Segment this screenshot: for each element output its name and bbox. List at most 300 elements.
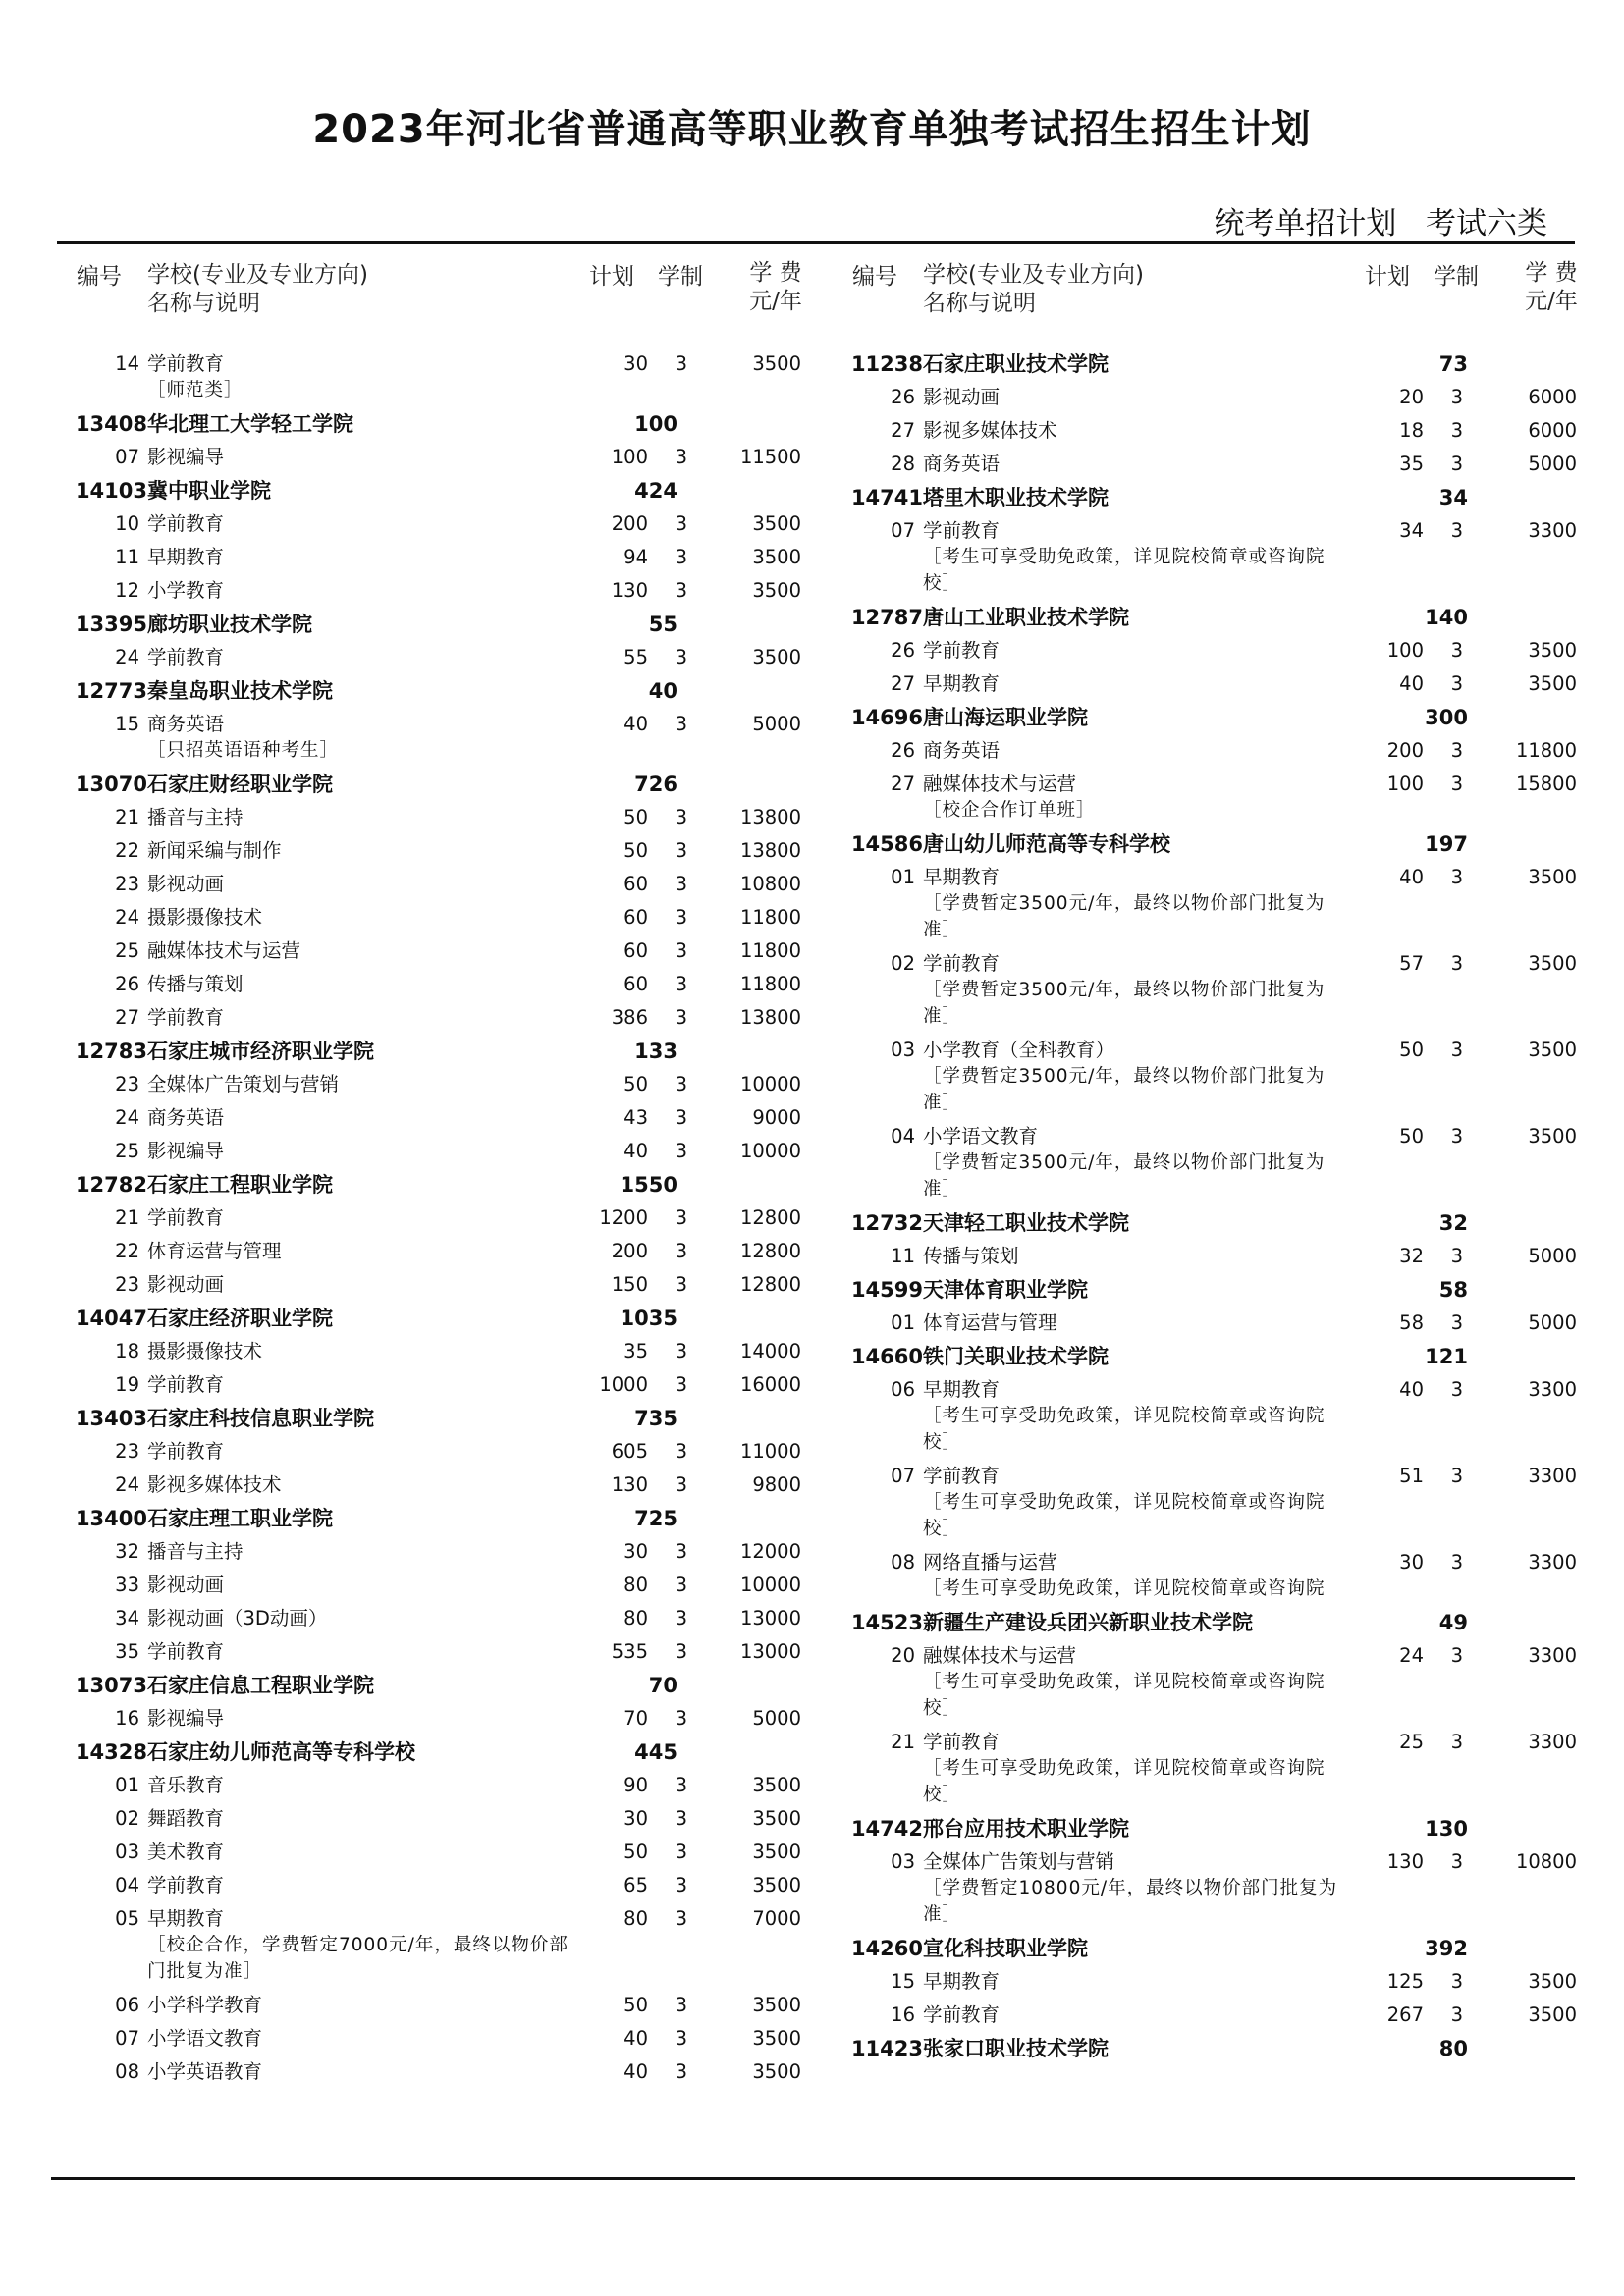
major-name: 学前教育 xyxy=(147,1440,225,1463)
major-note: ［学费暂定3500元/年，最终以物价部门批复为准］ xyxy=(923,980,1326,1027)
school-section xyxy=(59,1168,805,1302)
major-fee: 13000 xyxy=(739,1607,801,1629)
major-name: 早期教育 xyxy=(923,672,1001,695)
major-fee: 3500 xyxy=(752,1841,801,1863)
school-code: 14328 xyxy=(75,1740,147,1764)
major-name: 体育运营与管理 xyxy=(923,1311,1057,1334)
header-fee: 学 费 元/年 xyxy=(749,260,802,314)
major-name: 学前教育 xyxy=(147,1006,225,1029)
major-row xyxy=(835,1965,1581,1999)
major-code: 02 xyxy=(115,1807,139,1830)
major-code: 21 xyxy=(891,1731,915,1753)
major-plan: 70 xyxy=(623,1707,648,1730)
major-row xyxy=(59,968,805,1001)
major-plan: 267 xyxy=(1386,2003,1424,2026)
major-years: 3 xyxy=(675,1774,687,1796)
major-fee: 11800 xyxy=(1515,739,1577,762)
major-fee: 3500 xyxy=(752,579,801,602)
school-code: 12783 xyxy=(75,1040,147,1063)
major-fee: 3500 xyxy=(752,2027,801,2050)
school-code: 11423 xyxy=(850,2037,923,2060)
major-row xyxy=(59,1201,805,1235)
school-name: 秦皇岛职业技术学院 xyxy=(147,679,333,703)
header-years: 学制 xyxy=(1434,264,1479,290)
major-name: 新闻采编与制作 xyxy=(147,839,282,862)
major-plan: 50 xyxy=(1399,1125,1424,1148)
major-code: 32 xyxy=(115,1540,139,1563)
major-code: 16 xyxy=(891,2003,915,2026)
major-row xyxy=(59,1989,805,2022)
major-name: 影视动画 xyxy=(147,873,225,895)
school-name: 冀中职业学院 xyxy=(147,479,271,503)
major-row xyxy=(59,1569,805,1602)
major-note: ［学费暂定10800元/年，最终以物价部门批复为准］ xyxy=(923,1878,1338,1925)
school-name: 铁门关职业技术学院 xyxy=(923,1345,1109,1368)
major-code: 19 xyxy=(115,1373,139,1396)
school-code: 14660 xyxy=(850,1345,923,1368)
major-plan: 58 xyxy=(1399,1311,1424,1334)
major-fee: 3500 xyxy=(1528,1125,1577,1148)
major-plan: 50 xyxy=(623,806,648,828)
major-row xyxy=(59,1101,805,1135)
column-header xyxy=(59,257,805,347)
major-row xyxy=(59,1836,805,1869)
major-years: 3 xyxy=(1450,1039,1463,1061)
major-name: 传播与策划 xyxy=(147,973,244,995)
major-name: 影视编导 xyxy=(147,1707,225,1730)
major-name: 商务英语 xyxy=(147,1106,225,1129)
major-fee: 3500 xyxy=(1528,952,1577,975)
major-plan: 94 xyxy=(623,546,648,568)
major-years: 3 xyxy=(675,1106,687,1129)
major-row xyxy=(835,1034,1581,1120)
school-section xyxy=(59,1302,805,1402)
major-years: 3 xyxy=(675,2060,687,2083)
school-section xyxy=(59,1735,805,2089)
left-column xyxy=(59,257,805,2089)
major-fee: 9000 xyxy=(752,1106,801,1129)
major-row xyxy=(59,1335,805,1368)
major-name: 学前教育 xyxy=(147,352,225,375)
major-plan: 30 xyxy=(623,1807,648,1830)
school-row xyxy=(59,674,805,708)
major-name: 全媒体广告策划与营销 xyxy=(147,1073,340,1095)
major-name: 摄影摄像技术 xyxy=(147,1340,263,1362)
major-fee: 11500 xyxy=(739,446,801,468)
major-code: 12 xyxy=(115,579,139,602)
major-name: 早期教育 xyxy=(147,1907,225,1930)
major-code: 26 xyxy=(115,973,139,995)
major-code: 28 xyxy=(891,453,915,475)
major-note: ［考生可享受助免政策，详见院校简章或咨询院校］ xyxy=(923,1406,1326,1453)
school-code: 12782 xyxy=(75,1173,147,1197)
school-name: 唐山幼儿师范高等专科学校 xyxy=(923,832,1170,856)
major-name: 学前教育 xyxy=(147,1640,225,1663)
major-plan: 40 xyxy=(1399,866,1424,888)
major-years: 3 xyxy=(1450,1311,1463,1334)
major-fee: 3300 xyxy=(1528,1551,1577,1574)
school-code: 14523 xyxy=(850,1611,923,1634)
major-name: 学前教育 xyxy=(923,639,1001,662)
major-fee: 12800 xyxy=(739,1206,801,1229)
major-fee: 3500 xyxy=(1528,639,1577,662)
major-plan: 65 xyxy=(623,1874,648,1896)
major-fee: 3300 xyxy=(1528,519,1577,542)
major-plan: 30 xyxy=(623,352,648,375)
major-plan: 535 xyxy=(611,1640,648,1663)
major-years: 3 xyxy=(675,579,687,602)
major-fee: 3300 xyxy=(1528,1465,1577,1487)
school-section xyxy=(59,608,805,674)
major-plan: 80 xyxy=(623,1574,648,1596)
major-fee: 5000 xyxy=(752,1707,801,1730)
major-fee: 3500 xyxy=(752,352,801,375)
major-code: 25 xyxy=(115,939,139,962)
major-row xyxy=(59,1135,805,1168)
school-plan: 58 xyxy=(1438,1278,1468,1302)
school-plan: 1035 xyxy=(620,1307,677,1330)
major-row xyxy=(59,2022,805,2056)
major-plan: 200 xyxy=(611,1240,648,1262)
major-code: 02 xyxy=(891,952,915,975)
school-plan: 73 xyxy=(1438,352,1468,376)
major-years: 3 xyxy=(675,839,687,862)
major-name: 小学教育（全科教育） xyxy=(923,1039,1115,1061)
school-plan: 140 xyxy=(1425,606,1468,629)
major-plan: 150 xyxy=(611,1273,648,1296)
major-plan: 60 xyxy=(623,906,648,929)
major-code: 26 xyxy=(891,386,915,408)
major-plan: 40 xyxy=(623,2027,648,2050)
major-years: 3 xyxy=(1450,1465,1463,1487)
major-row xyxy=(835,1726,1581,1812)
school-code: 12732 xyxy=(850,1211,923,1235)
major-plan: 200 xyxy=(1386,739,1424,762)
school-name: 廊坊职业技术学院 xyxy=(147,613,312,636)
school-name: 邢台应用技术职业学院 xyxy=(923,1817,1129,1841)
major-years: 3 xyxy=(675,1874,687,1896)
major-years: 3 xyxy=(1450,1731,1463,1753)
major-name: 学前教育 xyxy=(923,1731,1001,1753)
major-name: 影视动画（3D动画） xyxy=(147,1607,328,1629)
major-row xyxy=(59,641,805,674)
header-code: 编号 xyxy=(852,264,897,290)
school-plan: 392 xyxy=(1425,1937,1468,1960)
major-years: 3 xyxy=(675,1140,687,1162)
major-fee: 3500 xyxy=(1528,1970,1577,1993)
school-row xyxy=(835,601,1581,634)
school-row xyxy=(59,1302,805,1335)
school-code: 14047 xyxy=(75,1307,147,1330)
school-code: 13395 xyxy=(75,613,147,636)
major-fee: 12000 xyxy=(739,1540,801,1563)
major-name: 学前教育 xyxy=(147,1206,225,1229)
major-name: 影视动画 xyxy=(147,1574,225,1596)
school-name: 唐山海运职业学院 xyxy=(923,706,1088,729)
school-name: 石家庄信息工程职业学院 xyxy=(147,1674,374,1697)
major-years: 3 xyxy=(675,1707,687,1730)
major-fee: 3500 xyxy=(1528,672,1577,695)
major-name: 早期教育 xyxy=(923,866,1001,888)
major-fee: 11800 xyxy=(739,973,801,995)
major-note: ［校企合作订单班］ xyxy=(923,800,1096,821)
major-years: 3 xyxy=(675,1640,687,1663)
school-section xyxy=(59,768,805,1035)
school-section xyxy=(59,674,805,768)
page-subtitle: 统考单招计划 考试六类 xyxy=(1214,206,1547,241)
major-code: 06 xyxy=(891,1378,915,1401)
school-section xyxy=(835,1812,1581,1932)
major-plan: 60 xyxy=(623,939,648,962)
major-row xyxy=(59,441,805,474)
school-plan: 34 xyxy=(1438,486,1468,509)
major-note: ［考生可享受助免政策，详见院校简章或咨询院校］ xyxy=(923,547,1326,594)
major-row xyxy=(59,1769,805,1802)
major-code: 23 xyxy=(115,873,139,895)
major-row xyxy=(59,347,805,407)
header-school: 学校(专业及专业方向) 名称与说明 xyxy=(923,262,1144,316)
major-plan: 90 xyxy=(623,1774,648,1796)
major-name: 学前教育 xyxy=(923,519,1001,542)
major-fee: 11800 xyxy=(739,906,801,929)
major-name: 小学教育 xyxy=(147,579,225,602)
major-fee: 3500 xyxy=(752,1807,801,1830)
school-code: 12787 xyxy=(850,606,923,629)
school-section xyxy=(59,1035,805,1168)
major-years: 3 xyxy=(675,1807,687,1830)
major-row xyxy=(59,1268,805,1302)
school-row xyxy=(59,1402,805,1435)
major-years: 3 xyxy=(675,1473,687,1496)
major-code: 14 xyxy=(115,352,139,375)
major-fee: 3300 xyxy=(1528,1378,1577,1401)
school-section xyxy=(59,474,805,608)
major-code: 35 xyxy=(115,1640,139,1663)
major-fee: 13800 xyxy=(739,806,801,828)
school-name: 新疆生产建设兵团兴新职业技术学院 xyxy=(923,1611,1253,1634)
major-code: 16 xyxy=(115,1707,139,1730)
major-code: 07 xyxy=(891,519,915,542)
major-code: 23 xyxy=(115,1073,139,1095)
major-years: 3 xyxy=(675,1273,687,1296)
major-years: 3 xyxy=(675,873,687,895)
school-name: 华北理工大学轻工学院 xyxy=(147,412,353,436)
major-plan: 1200 xyxy=(599,1206,648,1229)
school-plan: 70 xyxy=(648,1674,677,1697)
school-plan: 55 xyxy=(648,613,677,636)
major-row xyxy=(59,934,805,968)
major-code: 04 xyxy=(891,1125,915,1148)
left-column-body xyxy=(59,347,805,2089)
school-plan: 133 xyxy=(634,1040,677,1063)
major-fee: 10000 xyxy=(739,1574,801,1596)
major-row xyxy=(835,768,1581,828)
major-row xyxy=(835,861,1581,947)
school-row xyxy=(59,1735,805,1769)
major-name: 早期教育 xyxy=(923,1378,1001,1401)
major-code: 07 xyxy=(115,446,139,468)
major-years: 3 xyxy=(675,939,687,962)
school-code: 11238 xyxy=(850,352,923,376)
major-code: 11 xyxy=(115,546,139,568)
school-section xyxy=(59,407,805,474)
major-name: 播音与主持 xyxy=(147,806,244,828)
major-note: ［考生可享受助免政策，详见院校简章或咨询院 xyxy=(923,1578,1326,1599)
major-row xyxy=(835,1845,1581,1932)
header-years: 学制 xyxy=(658,264,703,290)
school-section xyxy=(59,1402,805,1502)
major-row xyxy=(59,708,805,768)
major-row xyxy=(835,414,1581,448)
school-name: 张家口职业技术学院 xyxy=(923,2037,1109,2060)
major-row xyxy=(835,381,1581,414)
major-row xyxy=(59,1068,805,1101)
school-code: 14586 xyxy=(850,832,923,856)
major-plan: 125 xyxy=(1386,1970,1424,1993)
major-plan: 130 xyxy=(611,579,648,602)
major-row xyxy=(835,514,1581,601)
major-row xyxy=(59,1435,805,1468)
school-plan: 130 xyxy=(1425,1817,1468,1841)
major-note: ［学费暂定3500元/年，最终以物价部门批复为准］ xyxy=(923,893,1326,940)
school-plan: 735 xyxy=(634,1407,677,1430)
major-note: ［学费暂定3500元/年，最终以物价部门批复为准］ xyxy=(923,1066,1326,1113)
school-section xyxy=(835,481,1581,601)
major-code: 34 xyxy=(115,1607,139,1629)
major-plan: 100 xyxy=(1386,773,1424,795)
school-name: 天津体育职业学院 xyxy=(923,1278,1088,1302)
major-row xyxy=(59,801,805,834)
school-plan: 445 xyxy=(634,1740,677,1764)
major-plan: 51 xyxy=(1399,1465,1424,1487)
major-fee: 5000 xyxy=(752,713,801,735)
school-plan: 424 xyxy=(634,479,677,503)
column-header xyxy=(835,257,1581,347)
major-plan: 1000 xyxy=(599,1373,648,1396)
major-fee: 3500 xyxy=(1528,1039,1577,1061)
school-row xyxy=(59,768,805,801)
major-code: 22 xyxy=(115,839,139,862)
major-name: 播音与主持 xyxy=(147,1540,244,1563)
major-name: 商务英语 xyxy=(147,713,225,735)
major-years: 3 xyxy=(675,446,687,468)
major-years: 3 xyxy=(675,1240,687,1262)
school-code: 14260 xyxy=(850,1937,923,1960)
school-row xyxy=(835,2032,1581,2065)
school-section xyxy=(835,701,1581,828)
major-code: 18 xyxy=(115,1340,139,1362)
top-rule xyxy=(57,241,1575,244)
major-fee: 3500 xyxy=(1528,866,1577,888)
major-years: 3 xyxy=(1450,2003,1463,2026)
major-row xyxy=(59,574,805,608)
school-code: 14599 xyxy=(850,1278,923,1302)
school-row xyxy=(835,1206,1581,1240)
school-code: 14741 xyxy=(850,486,923,509)
school-plan: 100 xyxy=(634,412,677,436)
major-code: 01 xyxy=(115,1774,139,1796)
major-plan: 130 xyxy=(1386,1850,1424,1873)
major-code: 01 xyxy=(891,1311,915,1334)
major-name: 小学科学教育 xyxy=(147,1994,263,2016)
school-row xyxy=(835,1606,1581,1639)
major-name: 影视多媒体技术 xyxy=(147,1473,282,1496)
major-years: 3 xyxy=(675,1994,687,2016)
school-name: 石家庄经济职业学院 xyxy=(147,1307,333,1330)
major-years: 3 xyxy=(1450,1970,1463,1993)
major-name: 学前教育 xyxy=(147,1874,225,1896)
major-row xyxy=(59,1702,805,1735)
major-row xyxy=(835,667,1581,701)
major-years: 3 xyxy=(1450,639,1463,662)
major-row xyxy=(835,1240,1581,1273)
major-years: 3 xyxy=(1450,773,1463,795)
major-name: 影视动画 xyxy=(147,1273,225,1296)
major-code: 24 xyxy=(115,906,139,929)
major-code: 08 xyxy=(115,2060,139,2083)
major-plan: 80 xyxy=(623,1607,648,1629)
major-name: 学前教育 xyxy=(923,2003,1001,2026)
major-fee: 10000 xyxy=(739,1140,801,1162)
major-plan: 24 xyxy=(1399,1644,1424,1667)
major-name: 摄影摄像技术 xyxy=(147,906,263,929)
major-row xyxy=(59,541,805,574)
major-years: 3 xyxy=(675,1574,687,1596)
bottom-rule xyxy=(51,2177,1575,2180)
school-section xyxy=(835,347,1581,481)
school-row xyxy=(59,1669,805,1702)
school-section xyxy=(59,1669,805,1735)
major-row xyxy=(59,1235,805,1268)
major-name: 小学英语教育 xyxy=(147,2060,263,2083)
major-name: 学前教育 xyxy=(147,1373,225,1396)
school-code: 14742 xyxy=(850,1817,923,1841)
major-name: 影视编导 xyxy=(147,1140,225,1162)
school-code: 13073 xyxy=(75,1674,147,1697)
major-code: 33 xyxy=(115,1574,139,1596)
major-years: 3 xyxy=(675,1373,687,1396)
right-column-body xyxy=(835,347,1581,2065)
major-note: ［只招英语语种考生］ xyxy=(147,740,340,761)
major-fee: 6000 xyxy=(1528,386,1577,408)
major-plan: 200 xyxy=(611,512,648,535)
major-fee: 3500 xyxy=(752,1874,801,1896)
major-row xyxy=(59,1602,805,1635)
major-name: 商务英语 xyxy=(923,739,1001,762)
major-fee: 5000 xyxy=(1528,1245,1577,1267)
major-years: 3 xyxy=(675,1907,687,1930)
major-fee: 11800 xyxy=(739,939,801,962)
major-name: 网络直播与运营 xyxy=(923,1551,1057,1574)
major-plan: 30 xyxy=(623,1540,648,1563)
major-fee: 16000 xyxy=(739,1373,801,1396)
major-code: 27 xyxy=(891,773,915,795)
school-section xyxy=(835,2032,1581,2065)
major-years: 3 xyxy=(1450,672,1463,695)
major-plan: 50 xyxy=(623,1073,648,1095)
major-code: 22 xyxy=(115,1240,139,1262)
school-code: 14103 xyxy=(75,479,147,503)
major-years: 3 xyxy=(1450,419,1463,442)
major-name: 学前教育 xyxy=(923,1465,1001,1487)
major-fee: 7000 xyxy=(752,1907,801,1930)
major-years: 3 xyxy=(675,646,687,668)
major-fee: 10800 xyxy=(739,873,801,895)
major-years: 3 xyxy=(675,2027,687,2050)
school-section xyxy=(835,1340,1581,1606)
major-name: 美术教育 xyxy=(147,1841,225,1863)
school-row xyxy=(835,481,1581,514)
